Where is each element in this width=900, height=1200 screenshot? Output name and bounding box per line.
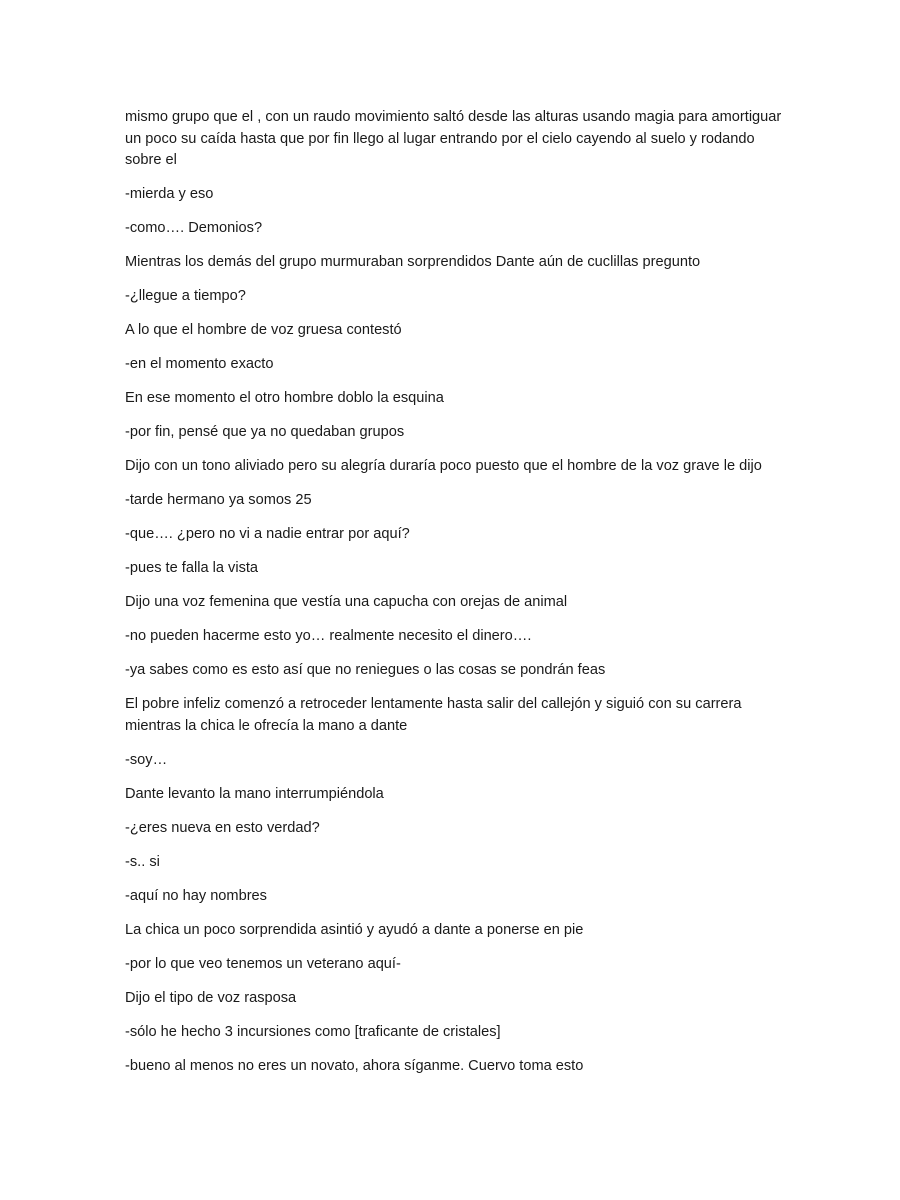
paragraph: -s.. si (125, 853, 160, 870)
paragraph: En ese momento el otro hombre doblo la esquina (125, 390, 444, 406)
paragraph: -ya sabes como es esto así que no reniegues o las cosas se pondrán feas (125, 662, 606, 678)
document-body (125, 107, 785, 1090)
paragraph: -sólo he hecho 3 incursiones como [traficante de cristales] (125, 1023, 501, 1040)
paragraph: -tarde hermano ya somos 25 (125, 492, 312, 508)
paragraph: -aquí no hay nombres (125, 887, 267, 904)
paragraph: Mientras los demás del grupo murmuraban sorprendidos Dante aún de cuclillas pregunto (125, 254, 701, 270)
paragraph: -como…. Demonios? (125, 220, 263, 236)
paragraph: -por fin, pensé que ya no quedaban grupos (125, 424, 405, 440)
paragraph: La chica un poco sorprendida asintió y ayudó a dante a ponerse en pie (125, 921, 584, 938)
paragraph: El pobre infeliz comenzó a retroceder lentamente hasta salir del callejón y siguió con su carrera mientras la chica le ofrecía la mano a dante (125, 696, 742, 734)
paragraph: Dijo una voz femenina que vestía una capucha con orejas de animal (125, 594, 568, 610)
paragraph: A lo que el hombre de voz gruesa contestó (125, 322, 402, 338)
paragraph: mismo grupo que el , con un raudo movimiento saltó desde las alturas usando magia para amortiguar un poco su caída hasta que por fin llego al lugar entrando por el cielo cayendo al suelo y rodando sobre el (125, 109, 782, 168)
paragraph: -que…. ¿pero no vi a nadie entrar por aquí? (125, 526, 410, 542)
paragraph: -¿eres nueva en esto verdad? (125, 819, 320, 836)
paragraph: Dante levanto la mano interrumpiéndola (125, 785, 384, 802)
paragraph: -no pueden hacerme esto yo… realmente necesito el dinero…. (125, 628, 532, 644)
paragraph: -¿llegue a tiempo? (125, 288, 246, 304)
paragraph: Dijo con un tono aliviado pero su alegría duraría poco puesto que el hombre de la voz grave le dijo (125, 458, 762, 474)
paragraph: -mierda y eso (125, 186, 214, 202)
paragraph: -bueno al menos no eres un novato, ahora síganme. Cuervo toma esto (125, 1057, 584, 1074)
paragraph: -pues te falla la vista (125, 560, 259, 576)
paragraph: -por lo que veo tenemos un veterano aquí- (125, 955, 401, 972)
paragraph: -soy… (125, 751, 168, 768)
paragraph: Dijo el tipo de voz rasposa (125, 989, 297, 1006)
paragraph: -en el momento exacto (125, 356, 274, 372)
